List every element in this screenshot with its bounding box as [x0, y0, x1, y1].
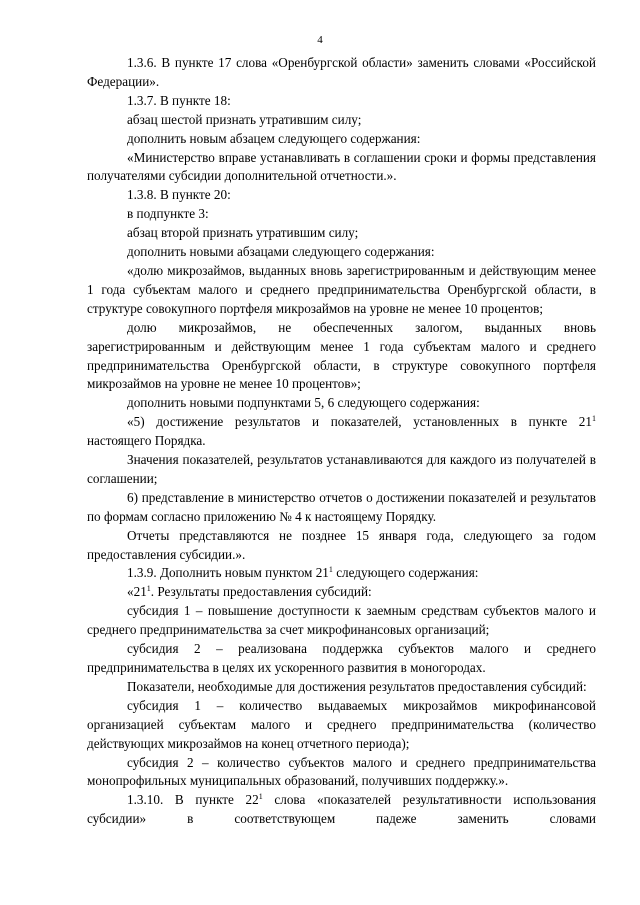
paragraph: «долю микрозаймов, выданных вновь зарегистрированным и действующим менее 1 года субъектам малого и среднего предпринимательства Оренбургской области, в структуре совокупного портфеля микрозаймов на уровне не менее 10 процентов; — [87, 262, 596, 316]
text-run: слова «показателей результативности использования субсидии» в соответствующем падеже заменить словами — [87, 792, 596, 827]
superscript: 1 — [146, 584, 151, 594]
paragraph: субсидия 2 – реализована поддержка субъектов малого и среднего предпринимательства в целях их ускоренного развития в моногородах. — [87, 641, 596, 675]
paragraph: дополнить новым абзацем следующего содержания: — [127, 130, 421, 146]
paragraph: 1.3.8. В пункте 20: — [127, 187, 231, 203]
paragraph: Отчеты представляются не позднее 15 января года, следующего за годом предоставления субсидии.». — [87, 527, 596, 562]
paragraph: 1.3.6. В пункте 17 слова «Оренбургской области» заменить словами «Российской Федерации». — [87, 55, 596, 89]
paragraph: дополнить новыми абзацами следующего содержания: — [127, 244, 435, 260]
paragraph: абзац второй признать утратившим силу; — [127, 225, 359, 241]
paragraph: Показатели, необходимые для достижения результатов предоставления субсидий: — [127, 678, 587, 694]
text-run: 1.3.9. Дополнить новым пунктом 21 — [127, 565, 329, 581]
paragraph — [87, 413, 596, 451]
document-body — [87, 54, 596, 829]
paragraph: в подпункте 3: — [127, 206, 209, 222]
paragraph: субсидия 2 – количество субъектов малого и среднего предпринимательства монопрофильных муниципальных образований, получивших поддержку.». — [87, 754, 596, 789]
paragraph: 6) представление в министерство отчетов о достижении показателей и результатов по формам согласно приложению № 4 к настоящему Порядку. — [87, 489, 596, 524]
paragraph: Значения показателей, результатов устанавливаются для каждого из получателей в соглашении; — [87, 452, 596, 486]
paragraph — [87, 583, 596, 602]
paragraph — [87, 564, 596, 583]
superscript: 1 — [328, 565, 333, 575]
text-run: 1.3.10. В пункте 22 — [127, 792, 259, 808]
text-run: «21 — [127, 584, 147, 600]
paragraph: дополнить новыми подпунктами 5, 6 следующего содержания: — [127, 395, 480, 411]
paragraph: долю микрозаймов, не обеспеченных залогом, выданных вновь зарегистрированным и действующим менее 1 года субъектам малого и среднего предпринимательства Оренбургской области, в структуре совокупного портфеля микрозаймов на уровне не менее 10 процентов»; — [87, 319, 596, 392]
text-run: «5) достижение результатов и показателей, установленных в пункте 21 — [127, 414, 592, 430]
text-run: настоящего Порядка. — [87, 433, 206, 449]
superscript: 1 — [592, 414, 596, 424]
text-run: следующего содержания: — [332, 565, 479, 581]
paragraph: 1.3.7. В пункте 18: — [127, 92, 231, 108]
superscript: 1 — [258, 792, 263, 802]
text-run: . Результаты предоставления субсидий: — [150, 584, 372, 600]
paragraph: абзац шестой признать утратившим силу; — [127, 111, 362, 127]
paragraph: «Министерство вправе устанавливать в соглашении сроки и формы представления получателями субсидии дополнительной отчетности.». — [87, 149, 596, 184]
paragraph: субсидия 1 – количество выдаваемых микрозаймов микрофинансовой организацией субъектам малого и среднего предпринимательства (количество действующих микрозаймов на конец отчетного периода); — [87, 697, 596, 751]
page-number: 4 — [317, 34, 323, 46]
paragraph — [87, 791, 596, 829]
paragraph: субсидия 1 – повышение доступности к заемным средствам субъектов малого и среднего предпринимательства за счет микрофинансовых организаций; — [87, 603, 596, 638]
